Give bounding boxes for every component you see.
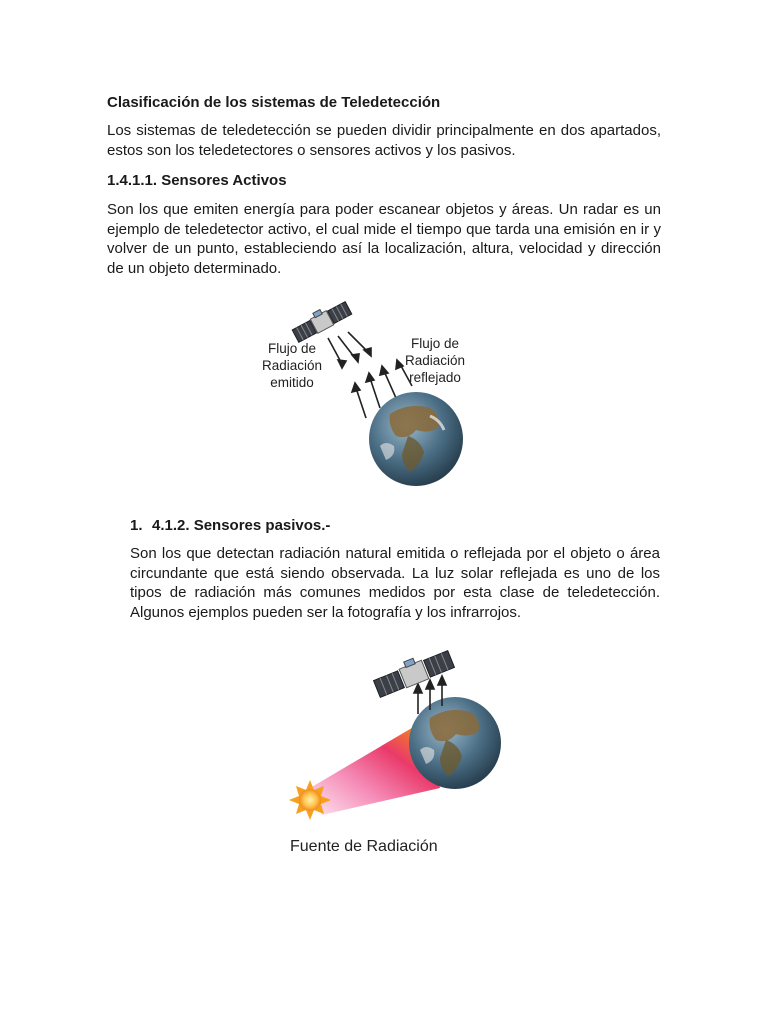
active-sensors-heading: 1.4.1.1. Sensores Activos — [107, 172, 287, 189]
list-number: 1. — [130, 517, 143, 534]
section-title: Clasificación de los sistemas de Teledetección — [107, 94, 441, 111]
passive-heading-text: 4.1.2. Sensores pasivos.- — [152, 517, 331, 534]
earth-icon — [409, 697, 501, 789]
active-sensors-paragraph: Son los que emiten energía para poder escanear objetos y áreas. Un radar es un ejemplo de teledetector activo, el cual mide el tiempo que tarda una emisión en ir y volver de un punto, estableciendo así la localización, altura, velocidad y dirección de un objeto determinado. — [107, 201, 661, 277]
earth-icon — [369, 392, 463, 486]
reflected-label-line1: Flujo de — [410, 336, 460, 351]
radiation-source-label: Fuente de Radiación — [290, 838, 438, 855]
active-sensor-figure — [240, 296, 500, 496]
emitted-radiation-arrows — [328, 332, 371, 368]
passive-sensors-paragraph: Son los que detectan radiación natural emitida o reflejada por el objeto o área circundante que está siendo observada. La luz solar reflejada es uno de los tipos de radiación más comunes medidos por esta clase de teledetección. Algunos ejemplos pueden ser la fotografía y los infrarrojos. — [130, 545, 660, 621]
emitted-label-line3: emitido — [270, 375, 314, 390]
intro-paragraph: Los sistemas de teledetección se pueden dividir principalmente en dos apartados, estos son los teledetectores o sensores activos y los pasivos. — [107, 122, 661, 159]
reflected-label-line3: reflejado — [409, 370, 461, 385]
satellite-icon — [290, 297, 352, 343]
reflected-label-line2: Radiación — [404, 353, 466, 368]
emitted-label-line1: Flujo de — [267, 341, 317, 356]
emitted-label-line2: Radiación — [261, 358, 323, 373]
passive-sensor-figure — [280, 640, 510, 865]
passive-sensors-heading — [130, 516, 330, 535]
